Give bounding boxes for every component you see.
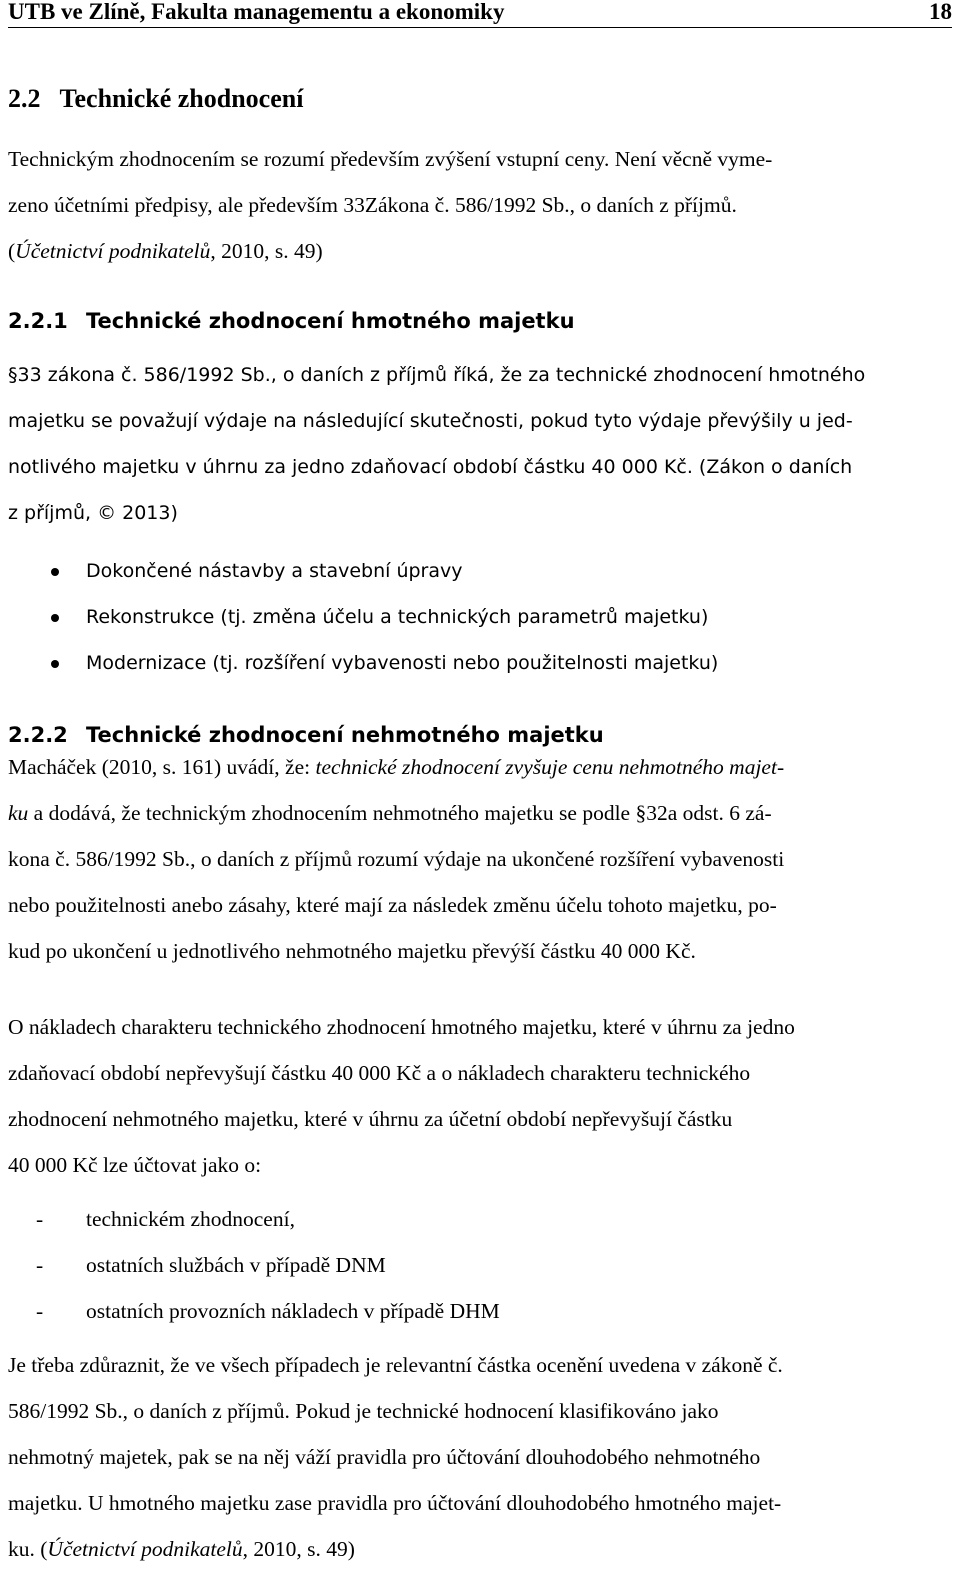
- bullet-list: [8, 548, 952, 686]
- page-number: 18: [929, 0, 952, 24]
- citation-italic: Účetnictví podnikatelů: [15, 239, 211, 263]
- paragraph-line: kona č. 586/1992 Sb., o daních z příjmů rozumí výdaje na ukončené rozšíření vybavenosti: [8, 847, 785, 871]
- subsection-heading: [8, 306, 575, 336]
- list-item: Modernizace (tj. rozšíření vybavenosti nebo použitelnosti majetku): [8, 640, 952, 686]
- dash-icon: -: [36, 1207, 44, 1231]
- paragraph-line: 586/1992 Sb., o daních z příjmů. Pokud je technické hodnocení klasifikováno jako: [8, 1399, 719, 1423]
- bullet-icon: [51, 568, 59, 576]
- sub1-paragraph: [8, 352, 952, 536]
- paragraph-line: 40 000 Kč lze účtovat jako o:: [8, 1153, 262, 1177]
- paragraph-line: ku a dodává, že technickým zhodnocením nehmotného majetku se podle §32a odst. 6 zá-: [8, 801, 772, 825]
- intro-line: zeno účetními předpisy, ale především 33Zákona č. 586/1992 Sb., o daních z příjmů.: [8, 193, 737, 217]
- dash-icon: -: [36, 1253, 44, 1277]
- paragraph-line: nehmotný majetek, pak se na něj váží pravidla pro účtování dlouhodobého nehmotného: [8, 1445, 761, 1469]
- paragraph-line: Je třeba zdůraznit, že ve všech případech je relevantní částka ocenění uvedena v zákoně č.: [8, 1353, 783, 1377]
- subsection-title: Technické zhodnocení hmotného majetku: [86, 309, 575, 333]
- citation-italic: Účetnictví podnikatelů: [47, 1537, 243, 1561]
- intro-paragraph: [8, 136, 952, 274]
- paragraph-line: zdaňovací období nepřevyšují částku 40 000 Kč a o nákladech charakteru technického: [8, 1061, 751, 1085]
- header-rule: [8, 27, 952, 28]
- quote-italic: technické zhodnocení zvyšuje cenu nehmotného majet-: [315, 755, 785, 779]
- paragraph-line: notlivého majetku v úhrnu za jedno zdaňovací období částku 40 000 Kč. (Zákon o daních: [8, 456, 853, 478]
- page-header: [8, 0, 952, 28]
- paragraph-line: z příjmů, © 2013): [8, 502, 178, 524]
- list-item: Dokončené nástavby a stavební úpravy: [8, 548, 952, 594]
- section-title: Technické zhodnocení: [59, 84, 304, 113]
- bullet-icon: [51, 614, 59, 622]
- paragraph-line: majetku. U hmotného majetku zase pravidla pro účtování dlouhodobého hmotného majet-: [8, 1491, 782, 1515]
- dash-icon: -: [36, 1299, 44, 1323]
- sub2-paragraph-3: [8, 1342, 952, 1572]
- paragraph-line: zhodnocení nehmotného majetku, které v úhrnu za účetní období nepřevyšují částku: [8, 1107, 733, 1131]
- intro-citation: (Účetnictví podnikatelů, 2010, s. 49): [8, 239, 323, 263]
- dash-list: [8, 1196, 952, 1334]
- list-item: - ostatních provozních nákladech v případě DHM: [8, 1288, 952, 1334]
- section-number: 2.2: [8, 84, 41, 113]
- list-item: - ostatních službách v případě DNM: [8, 1242, 952, 1288]
- subsection-number: 2.2.2: [8, 723, 68, 747]
- list-item: Rekonstrukce (tj. změna účelu a technických parametrů majetku): [8, 594, 952, 640]
- sub2-paragraph-1: [8, 744, 952, 974]
- paragraph-line: §33 zákona č. 586/1992 Sb., o daních z příjmů říká, že za technické zhodnocení hmotného: [8, 364, 866, 386]
- subsection-title: Technické zhodnocení nehmotného majetku: [86, 723, 604, 747]
- sub2-paragraph-2: [8, 1004, 952, 1188]
- paragraph-line: nebo použitelnosti anebo zásahy, které mají za následek změnu účelu tohoto majetku, po-: [8, 893, 777, 917]
- paragraph-line: majetku se považují výdaje na následující skutečnosti, pokud tyto výdaje převýšily u jed-: [8, 410, 853, 432]
- paragraph-citation: ku. (Účetnictví podnikatelů, 2010, s. 49): [8, 1537, 355, 1561]
- bullet-icon: [51, 660, 59, 668]
- section-heading: [8, 84, 303, 114]
- paragraph-line: kud po ukončení u jednotlivého nehmotného majetku převýší částku 40 000 Kč.: [8, 939, 696, 963]
- intro-line: Technickým zhodnocením se rozumí především zvýšení vstupní ceny. Není věcně vyme-: [8, 147, 773, 171]
- paragraph-line: Macháček (2010, s. 161) uvádí, že: technické zhodnocení zvyšuje cenu nehmotného majet-: [8, 755, 785, 779]
- list-item: - technickém zhodnocení,: [8, 1196, 952, 1242]
- paragraph-line: O nákladech charakteru technického zhodnocení hmotného majetku, které v úhrnu za jedno: [8, 1015, 795, 1039]
- subsection-number: 2.2.1: [8, 309, 68, 333]
- header-institution: UTB ve Zlíně, Fakulta managementu a ekonomiky: [8, 0, 505, 24]
